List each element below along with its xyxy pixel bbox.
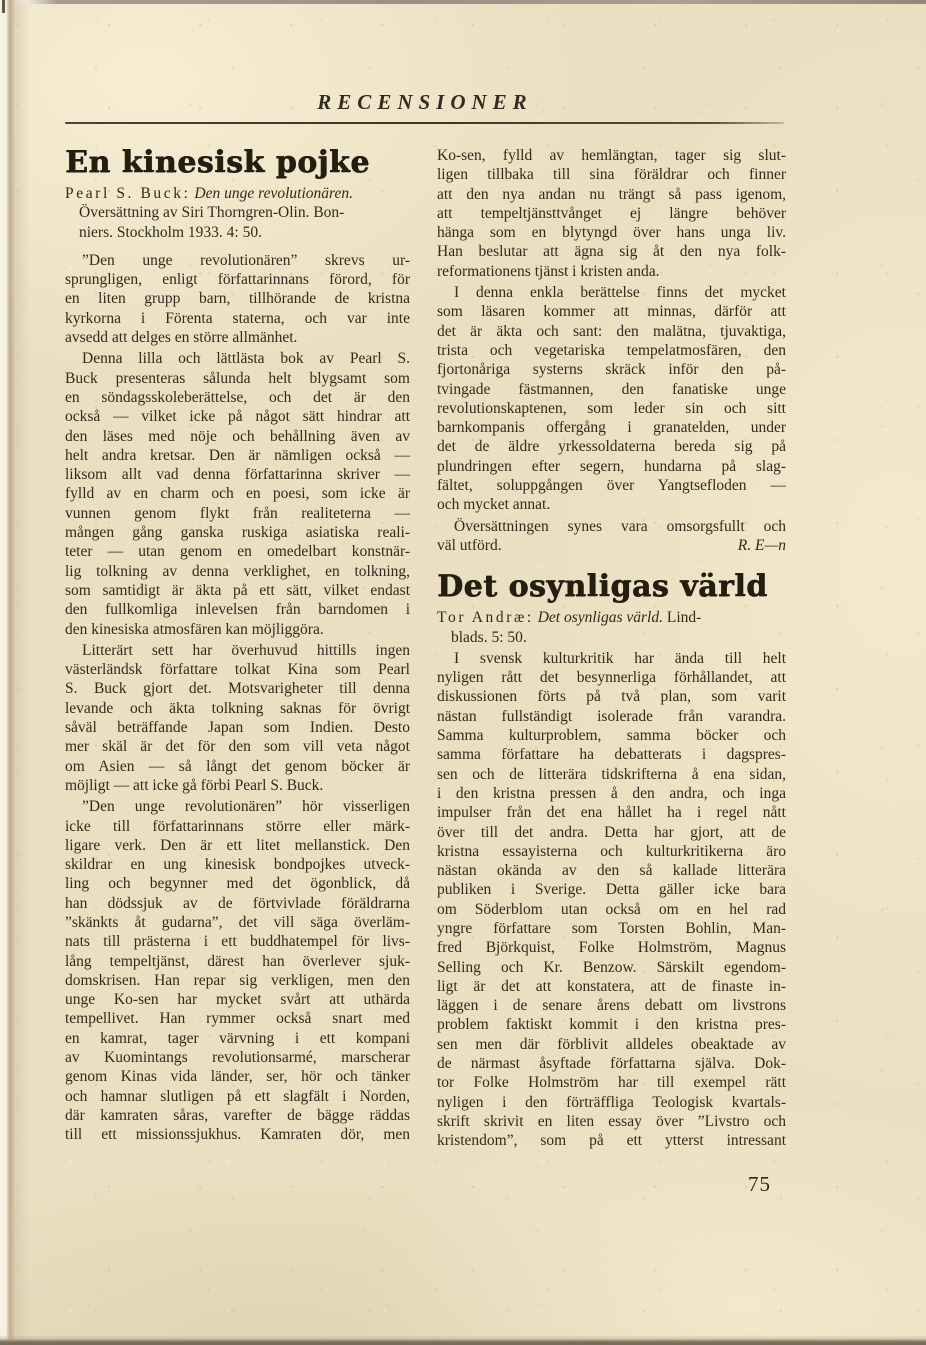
paragraph <box>65 797 410 1144</box>
text-line: sen men där förblivit alldeles obeaktade av <box>437 1035 786 1053</box>
text-line: Denna lilla och lättlästa bok av Pearl S. <box>82 350 410 368</box>
page-header-title: RECENSIONER <box>317 90 533 114</box>
text-line: läggen i de senare årens debatt om livstrons <box>437 997 786 1015</box>
text-line: S. Buck gjort det. Motsvarigheter till denna <box>65 680 410 698</box>
scan-edge-bottom <box>0 1335 926 1345</box>
text-line: fylld av en charm och en poesi, som icke är <box>65 485 410 503</box>
book-title: Det osynligas värld. <box>533 609 663 627</box>
text-line: ligt är det att konstatera, att de finaste in- <box>437 977 786 995</box>
reviewer-signature: R. E—n <box>737 536 786 554</box>
text-line: Selling och Kr. Benzow. Särskilt egendom- <box>437 958 786 976</box>
text-line: över till det andra. Detta har gjort, att de <box>437 823 786 841</box>
biblio-line <box>65 203 410 222</box>
text-line: I svensk kulturkritik har ända till helt <box>454 649 786 667</box>
text-line: lig tolkning av denna verklighet, en tolkning, <box>65 562 410 580</box>
text-line: en liten grupp barn, tillhörande de kristna <box>65 290 410 308</box>
text-line: Samma kulturproblem, samma böcker och <box>437 727 786 745</box>
text-line: Buck presenteras sålunda helt blygsamt som <box>65 369 410 387</box>
scan-edge-top <box>0 0 926 4</box>
text-line: tvingade fästmannen, den fanatiske unge <box>437 380 786 398</box>
text-line: genom Kinas vida länder, ser, hör och tänker <box>65 1068 410 1086</box>
text-line: ”skänkts åt gudarna”, det vill säga överläm- <box>65 913 410 931</box>
text-line: och hamnar slutligen på ett slagfält i Norden, <box>65 1087 410 1105</box>
biblio-line <box>65 223 410 242</box>
text-line: hänga som en blytyngd över hans unga liv. <box>437 224 786 242</box>
biblio-reference <box>65 184 410 242</box>
text-line: nästan okända av den så kallade litterära <box>437 862 786 880</box>
text-line: om Asien — så långt det genom böcker är <box>65 757 410 775</box>
text-line: som samtidigt är äkta på ett sätt, vilket endast <box>65 581 410 599</box>
text-line: som läsaren kommer att minnas, därför att <box>437 303 786 321</box>
text-line: och mycket annat. <box>437 496 551 514</box>
text-line: trista och vegetariska tempelatmosfären, den <box>437 341 786 359</box>
text-line: mången gång ganska ruskiga asiatiska reali- <box>65 524 410 542</box>
text-line: Översättningen synes vara omsorgsfullt och <box>454 517 786 535</box>
right-column <box>437 146 786 1153</box>
text-line: liksom allt vad denna författarinna skriver — <box>65 466 410 484</box>
text-line: han dödssjuk av de förtvivlade föräldrarna <box>65 894 410 912</box>
text-line: den läses med nöje och behållning även av <box>65 427 410 445</box>
text-line: nats till prästerna i ett buddhatempel för livs- <box>65 933 410 951</box>
text-line: de närmast åsyftade författarna själva. Dok- <box>437 1055 786 1073</box>
text-line: kristna essayisterna och kulturkritikerna äro <box>437 842 786 860</box>
text-line: revolutionskaptenen, som leder sin och sitt <box>437 399 786 417</box>
text-line: tempellivet. Han rymmer också snart med <box>65 1010 410 1028</box>
text-line: möjligt — att icke gå förbi Pearl S. Buck. <box>65 776 324 794</box>
paragraph <box>65 349 410 638</box>
text-line: impulser från det ena hållet ha i regel nått <box>437 804 786 822</box>
text-line: reformationens tjänst i kristen anda. <box>437 262 660 280</box>
text-line: kyrkorna i Förenta staterna, och var inte <box>65 309 410 327</box>
biblio-text: blads. 5: 50. <box>451 628 527 646</box>
text-line: fred Björkquist, Folke Holmström, Magnus <box>437 939 786 957</box>
text-line: ”Den unge revolutionären” skrevs ur- <box>82 251 410 269</box>
text-line: helt andra kretsar. Den är nämligen också — <box>65 446 410 464</box>
paragraph <box>437 517 786 556</box>
text-line: sen och de litterära tidskrifterna å ena sidan, <box>437 765 786 783</box>
text-line: en kamrat, tager värvning i ett kompani <box>65 1029 410 1047</box>
text-line: yngre författare som Torsten Bohlin, Man- <box>437 919 786 937</box>
text-line: skrift skrivit en liten essay över ”Livstro och <box>437 1112 786 1130</box>
biblio-text: Lind- <box>662 609 702 627</box>
text-line: ligare verk. Den är ett litet mellanstick. Den <box>65 836 410 854</box>
text-line: levande och äkta tolkning saknas för övrigt <box>65 699 410 717</box>
biblio-line <box>437 628 786 647</box>
text-line: unge Ko-sen har mycket svårt att uthärda <box>65 991 410 1009</box>
text-line: också — vilket icke på något sätt hindrar att <box>65 408 410 426</box>
text-line: den fullkomliga inlevelsen från barndomen i <box>65 601 410 619</box>
text-line: en söndagsskoleberättelse, och det är den <box>65 388 410 406</box>
author-name: Tor Andræ: <box>437 609 534 627</box>
text-line: domskrisen. Han repar sig verkligen, men den <box>65 971 410 989</box>
text-line: det är äkta och sant: den malätna, tjuvaktiga, <box>437 322 786 340</box>
text-line: till ett missionssjukhus. Kamraten dör, men <box>65 1126 410 1144</box>
text-line: ling och begynner med det ögonblick, då <box>65 875 410 893</box>
page-number: 75 <box>748 1172 771 1196</box>
text-line: fältet, soluppgången över Yangtsefloden — <box>437 477 786 495</box>
text-line: teter — utan genom en omedelbart konstnär- <box>65 543 410 561</box>
signature-line <box>437 536 786 555</box>
text-line: kristendom”, som på ett ytterst intressant <box>437 1132 786 1150</box>
paragraph <box>437 283 786 515</box>
biblio-reference <box>437 608 786 647</box>
text-line: den kinesiska atmosfären kan möjliggöra. <box>65 620 324 638</box>
text-line: samma författare ha debatterats i dagspres- <box>437 746 786 764</box>
text-line: avsedd att delges en större allmänhet. <box>65 329 298 347</box>
text-line: Han beslutar att ägna sig åt den nya folk- <box>437 243 786 261</box>
paragraph <box>437 649 786 1151</box>
text-line: av Kuomintangs revolutionsarmé, marscherar <box>65 1049 410 1067</box>
text-line: fjortonåriga systerns skräck inför den på- <box>437 361 786 379</box>
text-line: lång tempeltjänst, därest han överlever sjuk- <box>65 952 410 970</box>
text-line: vunnen genom flykt från realiteterna — <box>65 504 410 522</box>
text-line: västerländsk författare tolkat Kina som Pearl <box>65 661 410 679</box>
left-column <box>65 146 410 1147</box>
text-line: om Söderblom utan också om en hel rad <box>437 900 786 918</box>
text-line: nyligen rått det besynnerliga förhållandet, att <box>437 669 786 687</box>
text-line: nästan fullständigt isolerade från varandra. <box>437 707 786 725</box>
text-line: ligen tillbaka till sina föräldrar och finner <box>437 166 786 184</box>
text-line: ”Den unge revolutionären” hör visserligen <box>82 798 410 816</box>
header-rule <box>65 122 784 124</box>
biblio-line <box>65 184 410 203</box>
text-line: Litterärt sett har överhuvud hittills ingen <box>82 641 410 659</box>
text-line: publiken i Sverige. Detta gäller icke bara <box>437 881 786 899</box>
text-line: i den kristna pressen å den andra, och inga <box>437 784 786 802</box>
text-line: tor Folke Holmström har till exempel rätt <box>437 1074 786 1092</box>
text-line: diskussionen förts på två plan, som varit <box>437 688 786 706</box>
author-name: Pearl S. Buck: <box>65 185 191 202</box>
text-line: att tempeltjänsttvånget ej längre behöver <box>437 204 786 222</box>
biblio-text: Översättning av Siri Thorngren-Olin. Bon- <box>79 204 345 222</box>
text-line: icke till författarinnans större eller märk- <box>65 817 410 835</box>
paragraph <box>65 641 410 795</box>
text-line: problem faktiskt kommit i den kristna pres- <box>437 1016 786 1034</box>
book-title: Den unge revolutionären. <box>190 185 353 202</box>
text-line: nyligen i den förträffliga Teologisk kvartals- <box>437 1093 786 1111</box>
scan-edge-left <box>0 0 30 1345</box>
text-line: plundringen efter segern, hundarna på slag- <box>437 457 786 475</box>
paragraph <box>65 251 410 347</box>
biblio-text: niers. Stockholm 1933. 4: 50. <box>79 223 262 241</box>
biblio-line <box>437 608 786 627</box>
text-line: barnkompanis offergång i granatelden, under <box>437 419 786 437</box>
paragraph <box>437 146 786 281</box>
text-line: skildrar en ung kinesisk bondpojkes utveck- <box>65 856 410 874</box>
review-title: En kinesisk pojke <box>65 145 370 180</box>
scan-corner-mark <box>2 0 5 13</box>
text-line: I denna enkla berättelse finns det mycket <box>454 284 786 302</box>
text-line: att den nya andan nu trängt så pass igenom, <box>437 185 786 203</box>
text-line: sprungligen, enligt författarinnans förord, för <box>65 271 410 289</box>
signature-left-text: väl utförd. <box>437 536 502 554</box>
text-line: såväl beträffande Japan som Indien. Desto <box>65 719 410 737</box>
text-line: där kamraten såras, varefter de bägge räddas <box>65 1106 410 1124</box>
text-line: det de äldre yrkessoldaterna bereda sig på <box>437 438 786 456</box>
review-title: Det osynligas värld <box>437 569 768 605</box>
text-line: Ko-sen, fylld av hemlängtan, tager sig slut- <box>437 147 786 164</box>
text-line: mer skäl är det för den som vill veta något <box>65 738 410 756</box>
